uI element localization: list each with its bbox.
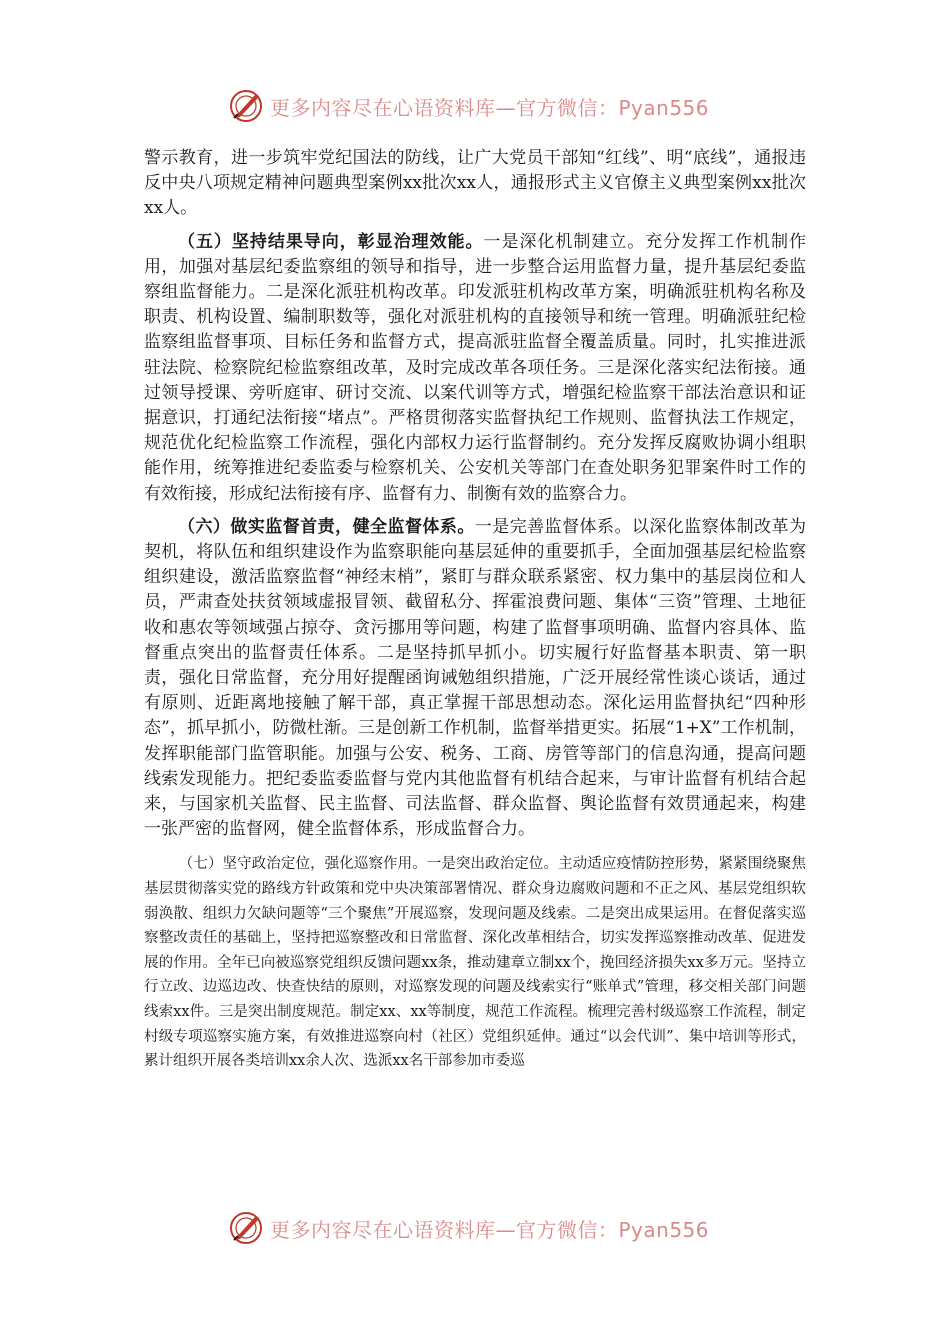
header-banner-text: 更多内容尽在心语资料库—官方微信：Pyan556 <box>270 95 710 120</box>
quill-logo-icon <box>228 88 264 124</box>
quill-logo-icon <box>228 1210 264 1246</box>
paragraph-section-five <box>144 230 806 507</box>
section-six-body: 一是完善监督体系。以深化监察体制改革为契机，将队伍和组织建设作为监察职能向基层延伸的重要抓手，全面加强基层纪检监察组织建设，激活监察监督“神经末梢”，紧盯与群众联系紧密、权力集中的基层岗位和人员，严肃查处扶贫领域虚报冒领、截留私分、挥霍浪费问题、集体“三资”管理、土地征收和惠农等领域强占掠夺、贪污挪用等问题，构建了监督事项明确、监督内容具体、监督重点突出的监督责任体系。二是坚持抓早抓小。切实履行好监督基本职责、第一职责，强化日常监督，充分用好提醒函询诫勉组织措施，广泛开展经常性谈心谈话，通过有原则、近距离地接触了解干部，真正掌握干部思想动态。深化运用监督执纪“四种形态”，抓早抓小，防微杜渐。三是创新工作机制，监督举措更实。拓展“1+X”工作机制，发挥职能部门监管职能。加强与公安、税务、工商、房管等部门的信息沟通，提高问题线索发现能力。把纪委监委监督与党内其他监督有机结合起来，与审计监督有机结合起来，与国家机关监督、民主监督、司法监督、群众监督、舆论监督有效贯通起来，构建一张严密的监督网，健全监督体系，形成监督合力。 <box>144 516 807 840</box>
section-five-body: 一是深化机制建立。充分发挥工作机制作用，加强对基层纪委监察组的领导和指导，进一步整合运用监督力量，提升基层纪委监察组监督能力。二是深化派驻机构改革。印发派驻机构改革方案，明确派驻机构名称及职责、机构设置、编制职数等，强化对派驻机构的直接领导和统一管理。明确派驻纪检监察组监督事项、目标任务和监督方式，提高派驻监督全覆盖质量。同时，扎实推进派驻法院、检察院纪检监察组改革，及时完成改革各项任务。三是深化落实纪法衔接。通过领导授课、旁听庭审、研讨交流、以案代训等方式，增强纪检监察干部法治意识和证据意识，打通纪法衔接“堵点”。严格贯彻落实监督执纪工作规则、监督执法工作规定，规范优化纪检监察工作流程，强化内部权力运行监督制约。充分发挥反腐败协调小组职能作用，统筹推进纪委监委与检察机关、公安机关等部门在查处职务犯罪案件时工作的有效衔接，形成纪法衔接有序、监督有力、制衡有效的监察合力。 <box>144 231 806 504</box>
paragraph-warning-education: 警示教育，进一步筑牢党纪国法的防线，让广大党员干部知“红线”、明“底线”，通报违反中央八项规定精神问题典型案例xx批次xx人，通报形式主义官僚主义典型案例xx批次xx人。 <box>144 148 806 219</box>
paragraph-section-six <box>144 515 806 843</box>
section-five-heading: （五）坚持结果导向，彰显治理效能。 <box>178 231 484 252</box>
header-watermark-banner <box>228 86 748 126</box>
section-six-heading: （六）做实监督首责，健全监督体系。 <box>178 516 475 537</box>
footer-banner-text: 更多内容尽在心语资料库—官方微信：Pyan556 <box>270 1217 710 1242</box>
paragraph-section-seven: （七）坚守政治定位，强化巡察作用。一是突出政治定位。主动适应疫情防控形势，紧紧围绕聚焦基层贯彻落实党的路线方针政策和党中央决策部署情况、群众身边腐败问题和不正之风、基层党组织软弱涣散、组织力欠缺问题等“三个聚焦”开展巡察，发现问题及线索。二是突出成果运用。在督促落实巡察整改责任的基础上，坚持把巡察整改和日常监督、深化改革相结合，切实发挥巡察推动改革、促进发展的作用。全年已向被巡察党组织反馈问题xx条，推动建章立制xx个，挽回经济损失xx多万元。坚持立行立改、边巡边改、快查快结的原则，对巡察发现的问题及线索实行“账单式”管理，移交相关部门问题线索xx件。三是突出制度规范。制定xx、xx等制度，规范工作流程。梳理完善村级巡察工作流程，制定村级专项巡察实施方案，有效推进巡察向村（社区）党组织延伸。通过“以会代训”、集中培训等形式，累计组织开展各类培训xx余人次、选派xx名干部参加市委巡 <box>144 856 806 1070</box>
footer-watermark-banner <box>228 1208 748 1248</box>
document-body <box>144 146 806 1074</box>
